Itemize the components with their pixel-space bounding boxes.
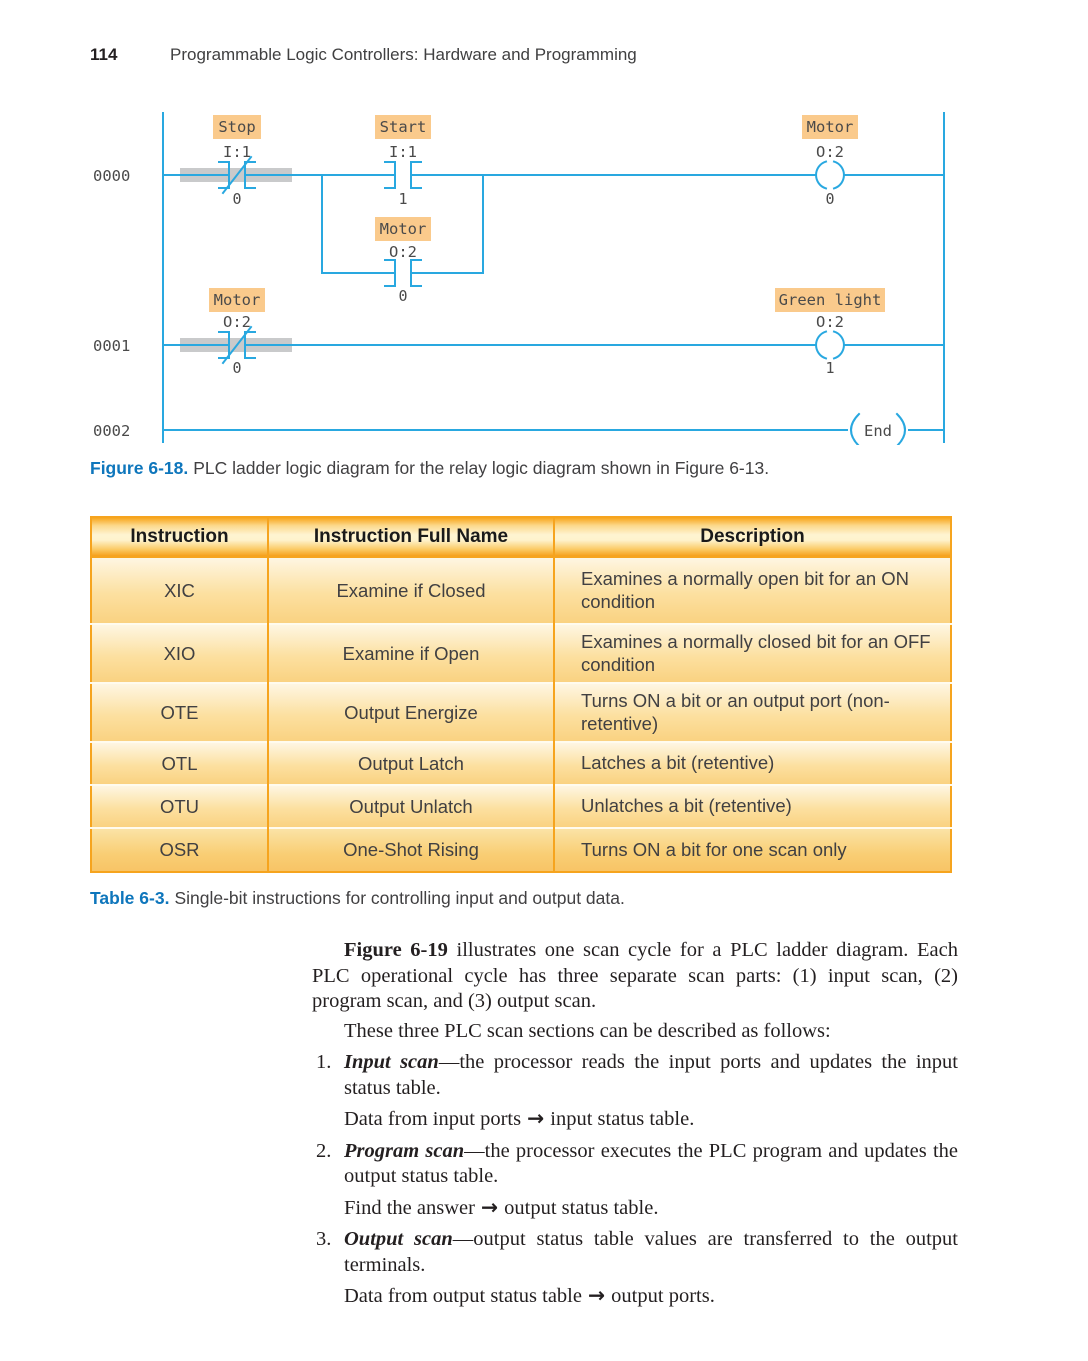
table-caption-label: Table 6-3. — [90, 888, 170, 908]
program-scan-term: Program scan — [344, 1139, 465, 1162]
table-row — [91, 742, 951, 785]
right-arrow-icon: → — [480, 1194, 499, 1219]
column-header-instruction: Instruction — [91, 517, 268, 557]
green-light-coil-symbol — [816, 332, 844, 359]
table-row — [91, 828, 951, 872]
motor-seal-label: Motor — [379, 220, 427, 238]
list-item-output-scan: 3. Output scan—output status table values are transferred to the output terminals. — [316, 1228, 958, 1276]
stop-address: I:1 — [223, 143, 251, 161]
green-light-address: O:2 — [816, 313, 844, 331]
input-scan-term: Input scan — [344, 1051, 439, 1073]
table-header-row — [91, 517, 951, 557]
cell-full-name: Examine if Open — [268, 624, 554, 683]
program-scan-flow-line: Find the answer → output status table. — [344, 1194, 659, 1219]
figure-caption-label: Figure 6-18. — [90, 458, 189, 478]
table-caption-text: Single-bit instructions for controlling input and output data. — [174, 888, 625, 908]
motor-contact-label: Motor — [213, 291, 261, 309]
motor-coil-address: O:2 — [816, 143, 844, 161]
start-address: I:1 — [389, 143, 417, 161]
cell-instruction: XIO — [91, 624, 268, 683]
right-arrow-icon: → — [587, 1283, 606, 1307]
cell-full-name: Output Energize — [268, 683, 554, 742]
motor-seal-address: O:2 — [389, 243, 417, 261]
cell-description: Latches a bit (retentive) — [554, 742, 951, 785]
cell-description: Turns ON a bit or an output port (non-retentive) — [554, 683, 951, 742]
running-head — [90, 45, 990, 65]
stop-label: Stop — [218, 118, 256, 136]
list-item-program-scan: 2. Program scan—the processor executes the PLC program and updates the output status table. — [316, 1139, 958, 1187]
end-coil-label: End — [864, 422, 892, 440]
cell-instruction: OTE — [91, 683, 268, 742]
table-row — [91, 557, 951, 624]
column-header-full-name: Instruction Full Name — [268, 517, 554, 557]
rung-number-0001: 0001 — [93, 337, 131, 355]
ladder-logic-diagram — [85, 105, 960, 445]
start-bit: 1 — [398, 190, 408, 208]
table-caption — [90, 888, 970, 909]
cell-full-name: Examine if Closed — [268, 557, 554, 624]
table-row — [91, 624, 951, 683]
cell-full-name: Output Latch — [268, 742, 554, 785]
rung-number-0000: 0000 — [93, 167, 131, 185]
cell-description: Turns ON a bit for one scan only — [554, 828, 951, 872]
input-scan-flow-line: Data from input ports → input status table. — [344, 1106, 695, 1130]
cell-instruction: OSR — [91, 828, 268, 872]
rung-0002 — [163, 414, 944, 445]
page-number: 114 — [90, 45, 118, 64]
right-arrow-icon: → — [527, 1106, 545, 1130]
table-row — [91, 785, 951, 828]
start-label: Start — [379, 118, 427, 136]
cell-description: Unlatches a bit (retentive) — [554, 785, 951, 828]
column-header-description: Description — [554, 517, 951, 557]
list-item-input-scan: 1. Input scan—the processor reads the input ports and updates the input status table. — [316, 1051, 958, 1099]
motor-coil-label: Motor — [806, 118, 854, 136]
cell-instruction: OTU — [91, 785, 268, 828]
motor-contact-bit: 0 — [232, 359, 242, 377]
figure-caption — [90, 458, 970, 479]
motor-seal-bit: 0 — [398, 287, 408, 305]
table-row — [91, 683, 951, 742]
book-title: Programmable Logic Controllers: Hardware and Programming — [170, 45, 637, 64]
list-number: 2. — [316, 1139, 332, 1162]
list-number: 1. — [316, 1051, 332, 1073]
paragraph-scan-sections: These three PLC scan sections can be described as follows: — [344, 1019, 831, 1042]
output-scan-term: Output scan — [344, 1228, 453, 1250]
motor-coil-bit: 0 — [825, 190, 835, 208]
list-number: 3. — [316, 1228, 332, 1250]
rung-0001 — [163, 327, 944, 363]
cell-full-name: Output Unlatch — [268, 785, 554, 828]
body-text — [312, 938, 958, 1310]
cell-full-name: One-Shot Rising — [268, 828, 554, 872]
cell-description: Examines a normally open bit for an ON condition — [554, 557, 951, 624]
paragraph-figure-6-19: Figure 6-19 illustrates one scan cycle for a PLC ladder diagram. Each PLC operational cycle has three separate scan parts: (1) input scan, (2) program scan, and (3) output scan. — [312, 939, 958, 1012]
cell-instruction: XIC — [91, 557, 268, 624]
figure-caption-text: PLC ladder logic diagram for the relay logic diagram shown in Figure 6-13. — [193, 458, 770, 478]
stop-bit: 0 — [232, 190, 242, 208]
figure-6-19-reference: Figure 6-19 — [344, 939, 448, 961]
motor-coil-symbol — [816, 162, 844, 189]
green-light-bit: 1 — [825, 359, 835, 377]
cell-description: Examines a normally closed bit for an OFF condition — [554, 624, 951, 683]
green-light-label: Green light — [778, 291, 882, 309]
rung-number-0002: 0002 — [93, 422, 131, 440]
cell-instruction: OTL — [91, 742, 268, 785]
output-scan-flow-line: Data from output status table → output ports. — [344, 1283, 715, 1307]
motor-contact-address: O:2 — [223, 313, 251, 331]
instruction-table — [90, 516, 952, 873]
